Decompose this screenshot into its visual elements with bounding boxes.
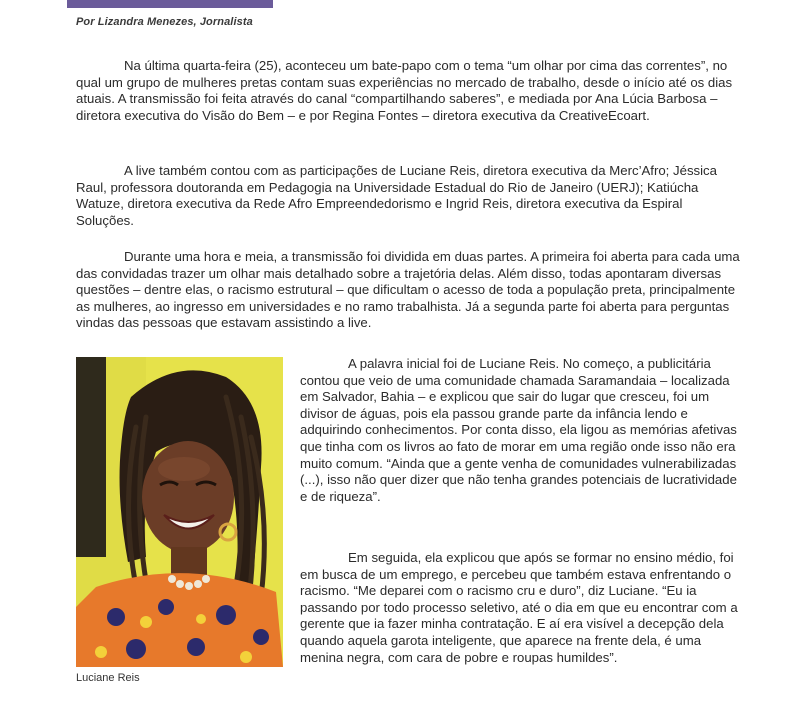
article-paragraph-2: A live também contou com as participações de Luciane Reis, diretora executiva da Merc’Afro; Jéssica Raul, professora doutoranda em Pedagogia na Universidade Estadual do Rio de Janeiro (UERJ); Katiúcha Watuze, diretora executiva da Rede Afro Empreendedorismo e Ingrid Reis, diretora executiva da Espiral Soluções.: [76, 163, 717, 228]
portrait-photo: [76, 357, 283, 667]
article-paragraph-4: A palavra inicial foi de Luciane Reis. No começo, a publicitária contou que veio de uma comunidade chamada Saramandaia – localizada em Salvador, Bahia – e explicou que sair do lugar que cresceu, foi um divisor de águas, pois ela passou grande parte da infância lendo e adquirindo conhecimentos. Por conta disso, ela ligou as memórias afetivas que tinha com os livros ao fato de morar em uma região onde isso não era muito comum. “Ainda que a gente venha de comunidades vulnerabilizadas (...), isso não quer dizer que não tenha grandes potenciais de lucratividade e de riqueza”.: [300, 356, 737, 504]
article-paragraph-3: Durante uma hora e meia, a transmissão foi dividida em duas partes. A primeira foi aberta para cada uma das convidadas trazer um olhar mais detalhado sobre a trajetória delas. Além disso, todas apontaram diversas questões – dentre elas, o racismo estrutural – que dificultam o acesso de toda a população preta, principalmente as mulheres, ao ingresso em universidades e no ramo trabalhista. Já a segunda parte foi aberta para perguntas vindas das pessoas que estavam assistindo a live.: [76, 249, 740, 331]
photo-caption: Luciane Reis: [76, 672, 140, 684]
author-byline: Por Lizandra Menezes, Jornalista: [76, 16, 253, 28]
top-accent-rule: [67, 0, 273, 8]
article-paragraph-1: Na última quarta-feira (25), aconteceu um bate-papo com o tema “um olhar por cima das correntes”, no qual um grupo de mulheres pretas contam suas experiências no mercado de trabalho, desde o início até os dias atuais. A transmissão foi feita através do canal “compartilhando saberes”, e mediada por Ana Lúcia Barbosa – diretora executiva do Visão do Bem – e por Regina Fontes – diretora executiva da CreativeEcoart.: [76, 58, 733, 123]
article-paragraph-5: Em seguida, ela explicou que após se formar no ensino médio, foi em busca de um emprego, e percebeu que também estava enfrentando o racismo. “Me deparei com o racismo cru e duro”, diz Luciane. “Eu ia passando por todo processo seletivo, até o dia em que eu encontrar com a gerente que ia fazer minha contratação. E aí era visível a decepção dela quando aquela garota inteligente, que aparece na frente dela, é uma menina negra, com cara de pobre e roupas humildes”.: [300, 550, 738, 665]
